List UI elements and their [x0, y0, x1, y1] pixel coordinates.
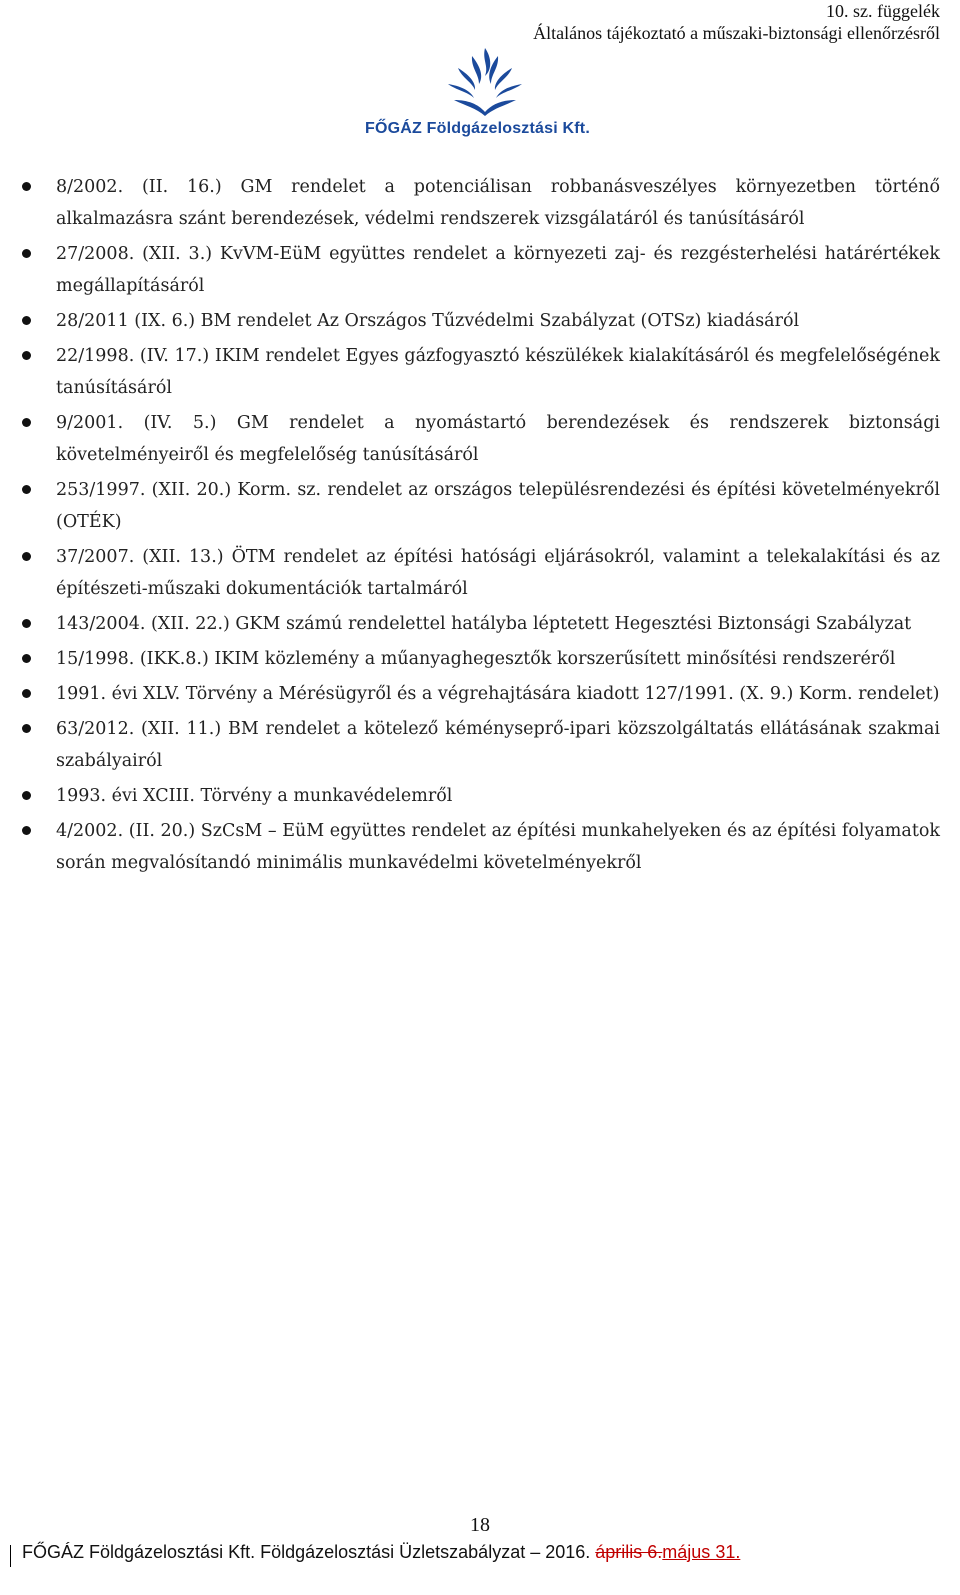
bullet-icon: [22, 654, 31, 663]
regulation-text: 9/2001. (IV. 5.) GM rendelet a nyomástartó berendezések és rendszerek biztonsági követelményeiről és megfelelőség tanúsításáról: [56, 413, 940, 465]
list-item: [0, 238, 960, 302]
logo-text: FŐGÁZ Földgázelosztási Kft.: [365, 120, 590, 137]
list-item: [0, 171, 960, 235]
page-number: 18: [470, 1514, 490, 1536]
regulation-text: 22/1998. (IV. 17.) IKIM rendelet Egyes gázfogyasztó készülékek kialakításáról és megfelelőségének tanúsításáról: [56, 346, 940, 398]
regulation-text: 253/1997. (XII. 20.) Korm. sz. rendelet az országos településrendezési és építési követelményekről (OTÉK): [56, 480, 940, 532]
page-footer: [0, 1540, 960, 1570]
page-header: [533, 0, 940, 44]
bullet-icon: [22, 485, 31, 494]
regulation-text: 15/1998. (IKK.8.) IKIM közlemény a műanyaghegesztők korszerűsített minősítési rendszeréről: [56, 649, 896, 669]
revision-bar: [10, 1545, 11, 1567]
bullet-icon: [22, 689, 31, 698]
regulation-text: 63/2012. (XII. 11.) BM rendelet a kötelező kéményseprő-ipari közszolgáltatás ellátásának szakmai szabályairól: [56, 719, 940, 771]
list-item: [0, 474, 960, 538]
regulation-text: 28/2011 (IX. 6.) BM rendelet Az Országos Tűzvédelmi Szabályzat (OTSz) kiadásáról: [56, 311, 800, 331]
regulation-text: 143/2004. (XII. 22.) GKM számú rendelettel hatályba léptetett Hegesztési Biztonsági Szabályzat: [56, 614, 912, 634]
footer-deleted-date: április 6.: [595, 1542, 663, 1562]
list-item: [0, 678, 960, 710]
footer-inserted-date: május 31.: [662, 1542, 741, 1562]
regulation-text: 4/2002. (II. 20.) SzCsM – EüM együttes rendelet az építési munkahelyeken és az építési folyamatok során megvalósítandó minimális munkavédelmi követelményekről: [56, 821, 940, 873]
regulation-text: 1991. évi XLV. Törvény a Mérésügyről és a végrehajtására kiadott 127/1991. (X. 9.) Korm. rendelet): [56, 684, 940, 704]
list-item: [0, 643, 960, 675]
regulation-list: [0, 171, 960, 882]
footer-text: [22, 1542, 740, 1563]
list-item: [0, 407, 960, 471]
regulation-text: 1993. évi XCIII. Törvény a munkavédelemről: [56, 786, 453, 806]
flame-icon: [442, 46, 528, 118]
list-item: [0, 305, 960, 337]
list-item: [0, 713, 960, 777]
bullet-icon: [22, 724, 31, 733]
appendix-title: Általános tájékoztató a műszaki-biztonsági ellenőrzésről: [533, 23, 940, 43]
company-logo: [360, 46, 610, 142]
bullet-icon: [22, 249, 31, 258]
regulation-text: 37/2007. (XII. 13.) ÖTM rendelet az építési hatósági eljárásokról, valamint a telekalakítási és az építészeti-műszaki dokumentációk tartalmáról: [56, 547, 940, 599]
bullet-icon: [22, 619, 31, 628]
bullet-icon: [22, 182, 31, 191]
list-item: [0, 340, 960, 404]
bullet-icon: [22, 418, 31, 427]
bullet-icon: [22, 351, 31, 360]
list-item: [0, 780, 960, 812]
appendix-number: 10. sz. függelék: [826, 1, 940, 21]
list-item: [0, 541, 960, 605]
list-item: [0, 815, 960, 879]
list-item: [0, 608, 960, 640]
bullet-icon: [22, 791, 31, 800]
bullet-icon: [22, 316, 31, 325]
regulation-text: 8/2002. (II. 16.) GM rendelet a potenciálisan robbanásveszélyes környezetben történő alkalmazásra szánt berendezések, védelmi rendszerek vizsgálatáról és tanúsításáról: [56, 177, 940, 229]
regulation-text: 27/2008. (XII. 3.) KvVM-EüM együttes rendelet a környezeti zaj- és rezgésterhelési határértékek megállapításáról: [56, 244, 940, 296]
bullet-icon: [22, 826, 31, 835]
bullet-icon: [22, 552, 31, 561]
footer-prefix: FŐGÁZ Földgázelosztási Kft. Földgázelosztási Üzletszabályzat – 2016.: [22, 1542, 596, 1562]
